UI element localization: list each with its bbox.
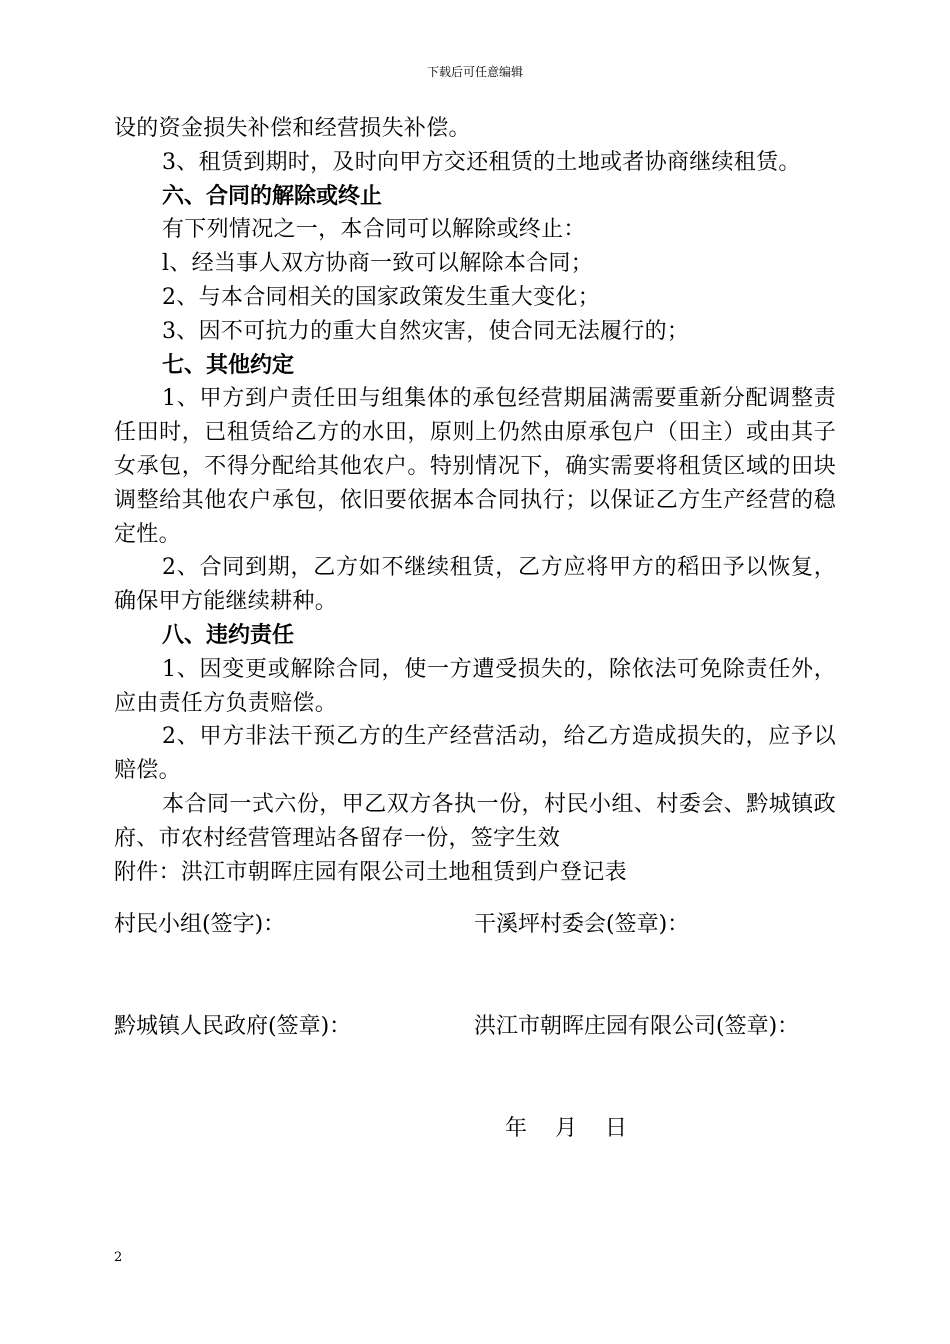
paragraph-other-item-1: 1、甲方到户责任田与组集体的承包经营期届满需要重新分配调整责任田时，已租赁给乙方的水田，原则上仍然由原承包户（田主）或由其子女承包，不得分配给其他农户。特别情况下，确实需要将租赁区域的田块调整给其他农户承包，依旧要依据本合同执行；以保证乙方生产经营的稳定性。 — [114, 386, 836, 547]
signing-date — [505, 1112, 627, 1146]
paragraph-copies: 本合同一式六份，甲乙双方各执一份，村民小组、村委会、黔城镇政府、市农村经营管理站各留存一份，签字生效 — [114, 791, 836, 851]
paragraph-termination-intro: 有下列情况之一，本合同可以解除或终止： — [162, 217, 586, 243]
signature-villager-group: 村民小组(签字)： — [114, 912, 286, 937]
signature-row-2 — [114, 1010, 836, 1044]
paragraph-termination-item-3: 3、因不可抗力的重大自然灾害，使合同无法履行的； — [162, 318, 690, 344]
paragraph-attachment: 附件：洪江市朝晖庄园有限公司土地租赁到户登记表 — [114, 859, 627, 885]
page-header-note: 下载后可任意编辑 — [426, 65, 523, 79]
section-heading-termination: 六、合同的解除或终止 — [162, 183, 383, 209]
page-number: 2 — [114, 1250, 123, 1265]
signature-company: 洪江市朝晖庄园有限公司(签章)： — [474, 1014, 800, 1039]
section-heading-liability: 八、违约责任 — [162, 622, 295, 648]
paragraph-termination-item-2: 2、与本合同相关的国家政策发生重大变化； — [162, 284, 600, 310]
paragraph-liability-item-2: 2、甲方非法干预乙方的生产经营活动，给乙方造成损失的，应予以赔偿。 — [114, 724, 836, 784]
paragraph-compensation: 设的资金损失补偿和经营损失补偿。 — [114, 116, 471, 141]
date-day: 日 — [605, 1116, 628, 1141]
signature-row-1 — [114, 908, 836, 942]
signature-town-government: 黔城镇人民政府(签章)： — [114, 1014, 352, 1039]
date-month: 月 — [555, 1116, 578, 1141]
date-year: 年 — [505, 1116, 528, 1141]
signature-village-committee: 干溪坪村委会(签章)： — [474, 912, 690, 937]
paragraph-liability-item-1: 1、因变更或解除合同，使一方遭受损失的，除依法可免除责任外，应由责任方负责赔偿。 — [114, 656, 836, 716]
paragraph-termination-item-1: l、经当事人双方协商一致可以解除本合同； — [162, 251, 594, 277]
paragraph-lease-return: 3、租赁到期时，及时向甲方交还租赁的土地或者协商继续租赁。 — [162, 149, 801, 175]
document-body — [114, 112, 836, 889]
section-heading-other: 七、其他约定 — [162, 352, 295, 378]
paragraph-other-item-2: 2、合同到期，乙方如不继续租赁，乙方应将甲方的稻田予以恢复，确保甲方能继续耕种。 — [114, 555, 836, 615]
